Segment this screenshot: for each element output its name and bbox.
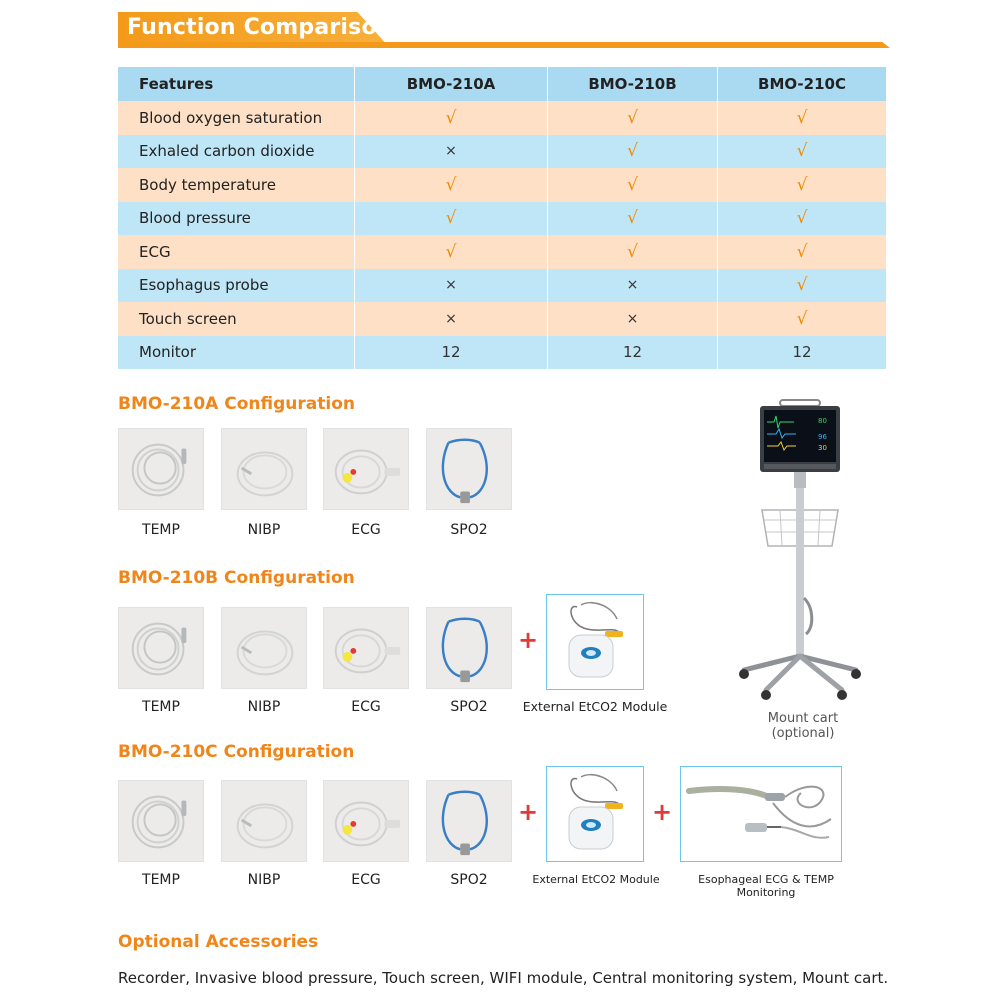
check-mark: √: [796, 174, 808, 195]
temp-cable-illustration: [119, 608, 203, 688]
nibp-caption: NIBP: [247, 699, 281, 715]
cross-mark: ×: [445, 310, 457, 327]
model-a-cell: [354, 302, 547, 336]
esophageal-probe-image: [680, 766, 842, 862]
model-a-cell: [354, 336, 547, 370]
etco2-module-illustration: [547, 595, 643, 689]
check-mark: √: [796, 107, 808, 128]
monitor-cart-illustration: [730, 398, 870, 704]
model-c-cell: [717, 302, 886, 336]
header-bmo-210b: BMO-210B: [547, 67, 717, 101]
spo2-cable-illustration: [427, 429, 511, 509]
model-c-cell: [717, 202, 886, 236]
check-mark: √: [796, 141, 808, 162]
cross-mark: ×: [445, 277, 457, 294]
model-a-cell: [354, 202, 547, 236]
mount-cart-image: [730, 398, 870, 704]
check-mark: √: [627, 107, 638, 128]
spo2-accessory-image: [426, 607, 512, 689]
model-b-cell: [547, 101, 717, 135]
model-b-cell: [547, 202, 717, 236]
comparison-table: [118, 67, 886, 369]
check-mark: √: [445, 208, 457, 229]
feature-cell: Exhaled carbon dioxide: [139, 142, 315, 161]
nibp-caption: NIBP: [247, 522, 281, 538]
table-row: [118, 269, 886, 303]
ecg-cable-illustration: [324, 781, 408, 861]
model-b-cell: [547, 336, 717, 370]
spo2-cable-illustration: [427, 608, 511, 688]
value-text: 12: [622, 343, 643, 362]
header-bmo-210a: BMO-210A: [354, 67, 547, 101]
nibp-caption: NIBP: [247, 872, 281, 888]
feature-cell: ECG: [139, 242, 171, 261]
ecg-cable-illustration: [324, 608, 408, 688]
ecg-accessory-image: [323, 428, 409, 510]
table-row: [118, 101, 886, 135]
model-b-cell: [547, 135, 717, 169]
table-row: [118, 168, 886, 202]
check-mark: √: [796, 275, 808, 296]
check-mark: √: [445, 174, 457, 195]
cross-mark: ×: [626, 310, 639, 327]
nibp-accessory-image: [221, 428, 307, 510]
monitor-value-2: 96: [818, 433, 827, 441]
model-a-cell: [354, 135, 547, 169]
check-mark: √: [627, 141, 638, 162]
plus-sign: +: [518, 626, 539, 654]
model-b-cell: [547, 235, 717, 269]
spo2-caption: SPO2: [450, 522, 488, 538]
cross-mark: ×: [445, 143, 457, 160]
check-mark: √: [627, 208, 638, 229]
feature-cell: Monitor: [139, 343, 197, 362]
config-a-title: BMO-210A Configuration: [118, 394, 355, 414]
ecg-caption: ECG: [351, 699, 381, 715]
spo2-caption: SPO2: [450, 699, 488, 715]
spo2-accessory-image: [426, 428, 512, 510]
spo2-cable-illustration: [427, 781, 511, 861]
table-header-row: [118, 67, 886, 101]
temp-accessory-image: [118, 780, 204, 862]
header-features: Features: [139, 75, 214, 93]
feature-cell: Esophagus probe: [139, 276, 269, 295]
table-row: [118, 202, 886, 236]
temp-accessory-image: [118, 428, 204, 510]
model-c-cell: [717, 269, 886, 303]
feature-cell: Touch screen: [139, 309, 237, 328]
model-c-cell: [717, 336, 886, 370]
model-b-cell: [547, 269, 717, 303]
table-row: [118, 302, 886, 336]
optional-accessories-title: Optional Accessories: [118, 932, 319, 952]
spo2-accessory-image: [426, 780, 512, 862]
feature-cell: Blood pressure: [139, 209, 251, 228]
etco2-module-illustration: [547, 767, 643, 861]
plus-sign: +: [652, 798, 673, 826]
value-text: 12: [792, 343, 812, 362]
temp-caption: TEMP: [142, 522, 180, 538]
model-c-cell: [717, 168, 886, 202]
etco2-module-image-c: [546, 766, 644, 862]
ecg-caption: ECG: [351, 872, 381, 888]
monitor-value-1: 80: [818, 417, 827, 425]
check-mark: √: [796, 241, 808, 262]
temp-caption: TEMP: [142, 872, 180, 888]
model-a-cell: [354, 235, 547, 269]
page-title: Function Comparison: [127, 15, 393, 40]
nibp-cable-illustration: [222, 608, 306, 688]
model-b-cell: [547, 168, 717, 202]
feature-cell: Body temperature: [139, 175, 276, 194]
table-row: [118, 235, 886, 269]
nibp-cable-illustration: [222, 429, 306, 509]
check-mark: √: [627, 174, 638, 195]
temp-cable-illustration: [119, 781, 203, 861]
check-mark: √: [796, 208, 808, 229]
monitor-value-3: 30: [818, 444, 827, 452]
check-mark: √: [627, 241, 638, 262]
cross-mark: ×: [626, 277, 639, 294]
etco2-caption-b: External EtCO2 Module: [522, 699, 668, 714]
check-mark: √: [445, 241, 457, 262]
model-a-cell: [354, 101, 547, 135]
model-a-cell: [354, 269, 547, 303]
esophageal-probe-illustration: [681, 767, 841, 861]
config-b-title: BMO-210B Configuration: [118, 568, 355, 588]
ecg-cable-illustration: [324, 429, 408, 509]
ecg-accessory-image: [323, 780, 409, 862]
check-mark: √: [445, 107, 457, 128]
value-text: 12: [441, 343, 461, 362]
esophageal-caption: Esophageal ECG & TEMP Monitoring: [698, 873, 834, 899]
plus-sign: +: [518, 798, 539, 826]
model-c-cell: [717, 235, 886, 269]
nibp-accessory-image: [221, 780, 307, 862]
etco2-module-image-b: [546, 594, 644, 690]
model-c-cell: [717, 135, 886, 169]
mount-cart-caption: Mount cart (optional): [767, 711, 839, 741]
nibp-cable-illustration: [222, 781, 306, 861]
ecg-caption: ECG: [351, 522, 381, 538]
ecg-accessory-image: [323, 607, 409, 689]
temp-accessory-image: [118, 607, 204, 689]
nibp-accessory-image: [221, 607, 307, 689]
title-underline: [118, 42, 890, 48]
spo2-caption: SPO2: [450, 872, 488, 888]
config-c-title: BMO-210C Configuration: [118, 742, 355, 762]
optional-accessories-text: Recorder, Invasive blood pressure, Touch screen, WIFI module, Central monitoring system, Mount cart.: [118, 969, 889, 987]
feature-cell: Blood oxygen saturation: [139, 108, 323, 127]
table-row: [118, 336, 886, 370]
header-bmo-210c: BMO-210C: [717, 67, 886, 101]
model-a-cell: [354, 168, 547, 202]
check-mark: √: [796, 308, 808, 329]
model-c-cell: [717, 101, 886, 135]
table-row: [118, 135, 886, 169]
etco2-caption-c: External EtCO2 Module: [532, 873, 660, 886]
temp-caption: TEMP: [142, 699, 180, 715]
temp-cable-illustration: [119, 429, 203, 509]
model-b-cell: [547, 302, 717, 336]
